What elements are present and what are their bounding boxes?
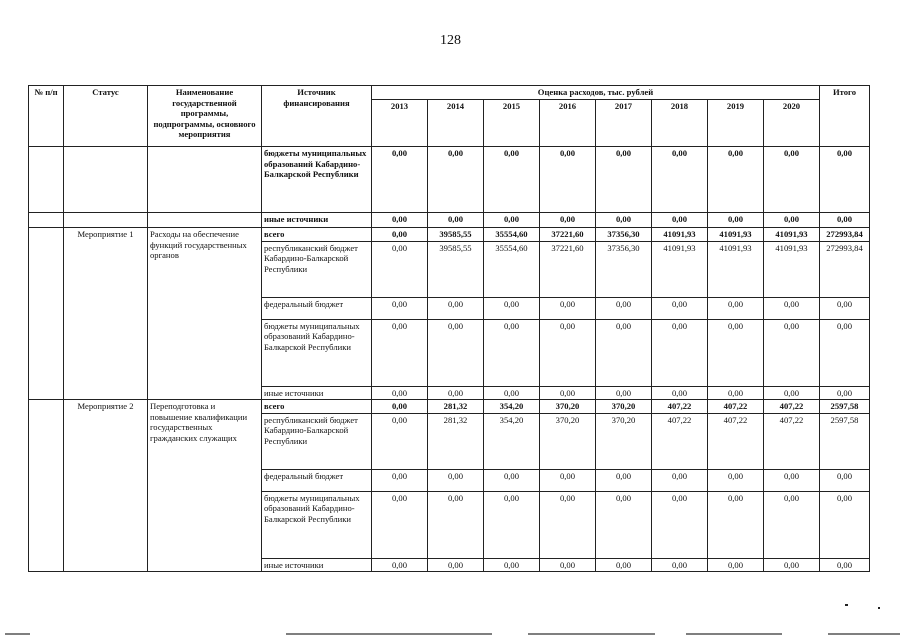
value-cell: 370,20	[540, 413, 596, 469]
value-cell: 0,00	[708, 213, 764, 228]
total-cell: 0,00	[820, 147, 870, 213]
value-cell: 0,00	[484, 319, 540, 386]
value-cell: 0,00	[596, 213, 652, 228]
value-cell: 0,00	[484, 297, 540, 319]
source-cell: всего	[262, 400, 372, 414]
value-cell: 0,00	[540, 491, 596, 558]
value-cell: 0,00	[540, 213, 596, 228]
value-cell: 0,00	[484, 469, 540, 491]
value-cell: 37221,60	[540, 241, 596, 297]
value-cell: 0,00	[764, 386, 820, 400]
total-cell: 0,00	[820, 469, 870, 491]
name-cell: Расходы на обеспечение функций государственных органов	[148, 228, 262, 400]
header-year: 2015	[484, 100, 540, 147]
header-year: 2017	[596, 100, 652, 147]
total-cell: 0,00	[820, 319, 870, 386]
value-cell: 0,00	[652, 386, 708, 400]
value-cell: 37221,60	[540, 228, 596, 242]
total-cell: 2597,58	[820, 400, 870, 414]
header-year: 2016	[540, 100, 596, 147]
header-name: Наименование государственной программы, подпрограммы, основного мероприятия	[148, 86, 262, 147]
source-cell: республиканский бюджет Кабардино-Балкарской Республики	[262, 241, 372, 297]
header-year: 2020	[764, 100, 820, 147]
total-cell: 0,00	[820, 297, 870, 319]
source-cell: республиканский бюджет Кабардино-Балкарской Республики	[262, 413, 372, 469]
value-cell: 0,00	[708, 319, 764, 386]
value-cell: 0,00	[540, 319, 596, 386]
header-year: 2013	[372, 100, 428, 147]
value-cell: 0,00	[708, 297, 764, 319]
value-cell: 0,00	[708, 558, 764, 572]
value-cell: 0,00	[372, 400, 428, 414]
value-cell: 370,20	[540, 400, 596, 414]
total-cell: 0,00	[820, 491, 870, 558]
value-cell: 0,00	[428, 491, 484, 558]
value-cell: 0,00	[484, 147, 540, 213]
value-cell: 35554,60	[484, 228, 540, 242]
value-cell: 0,00	[428, 386, 484, 400]
name-cell: Переподготовка и повышение квалификации государственных гражданских служащих	[148, 400, 262, 572]
value-cell: 407,22	[708, 413, 764, 469]
value-cell: 0,00	[372, 213, 428, 228]
value-cell: 407,22	[652, 413, 708, 469]
value-cell: 0,00	[764, 491, 820, 558]
value-cell: 370,20	[596, 400, 652, 414]
value-cell: 0,00	[484, 213, 540, 228]
value-cell: 0,00	[428, 558, 484, 572]
value-cell: 0,00	[708, 469, 764, 491]
total-cell: 272993,84	[820, 228, 870, 242]
value-cell: 41091,93	[708, 228, 764, 242]
value-cell: 0,00	[596, 297, 652, 319]
value-cell: 0,00	[652, 469, 708, 491]
header-year: 2018	[652, 100, 708, 147]
value-cell: 0,00	[652, 491, 708, 558]
value-cell: 0,00	[596, 319, 652, 386]
value-cell: 0,00	[540, 386, 596, 400]
value-cell: 41091,93	[708, 241, 764, 297]
value-cell: 41091,93	[652, 241, 708, 297]
scan-speck	[845, 604, 848, 606]
value-cell: 354,20	[484, 400, 540, 414]
source-cell: бюджеты муниципальных образований Кабардино-Балкарской Республики	[262, 491, 372, 558]
value-cell: 0,00	[596, 491, 652, 558]
value-cell: 0,00	[428, 297, 484, 319]
value-cell: 0,00	[596, 558, 652, 572]
value-cell: 0,00	[596, 147, 652, 213]
value-cell: 0,00	[764, 319, 820, 386]
value-cell: 0,00	[764, 558, 820, 572]
value-cell: 0,00	[652, 213, 708, 228]
value-cell: 0,00	[708, 491, 764, 558]
value-cell: 0,00	[764, 213, 820, 228]
value-cell: 0,00	[372, 297, 428, 319]
source-cell: иные источники	[262, 558, 372, 572]
total-cell: 0,00	[820, 558, 870, 572]
value-cell: 0,00	[540, 297, 596, 319]
header-estimate: Оценка расходов, тыс. рублей	[372, 86, 820, 100]
value-cell: 41091,93	[764, 241, 820, 297]
value-cell: 281,32	[428, 400, 484, 414]
value-cell: 0,00	[708, 147, 764, 213]
value-cell: 0,00	[484, 386, 540, 400]
value-cell: 0,00	[372, 413, 428, 469]
page-number: 128	[440, 33, 461, 48]
header-year: 2014	[428, 100, 484, 147]
total-cell: 0,00	[820, 213, 870, 228]
header-source: Источник финансирования	[262, 86, 372, 147]
header-total: Итого	[820, 86, 870, 147]
value-cell: 0,00	[372, 558, 428, 572]
value-cell: 407,22	[652, 400, 708, 414]
scan-speck	[878, 607, 880, 609]
header-num: № п/п	[29, 86, 64, 147]
value-cell: 41091,93	[764, 228, 820, 242]
value-cell: 407,22	[764, 413, 820, 469]
source-cell: бюджеты муниципальных образований Кабардино-Балкарской Республики	[262, 319, 372, 386]
value-cell: 37356,30	[596, 228, 652, 242]
source-cell: федеральный бюджет	[262, 469, 372, 491]
source-cell: иные источники	[262, 386, 372, 400]
value-cell: 35554,60	[484, 241, 540, 297]
value-cell: 41091,93	[652, 228, 708, 242]
value-cell: 0,00	[484, 491, 540, 558]
value-cell: 0,00	[764, 297, 820, 319]
value-cell: 281,32	[428, 413, 484, 469]
value-cell: 0,00	[764, 147, 820, 213]
value-cell: 0,00	[372, 386, 428, 400]
value-cell: 354,20	[484, 413, 540, 469]
value-cell: 0,00	[540, 558, 596, 572]
value-cell: 0,00	[540, 469, 596, 491]
value-cell: 0,00	[372, 147, 428, 213]
value-cell: 0,00	[428, 213, 484, 228]
value-cell: 407,22	[708, 400, 764, 414]
value-cell: 39585,55	[428, 241, 484, 297]
value-cell: 0,00	[652, 319, 708, 386]
value-cell: 0,00	[540, 147, 596, 213]
value-cell: 0,00	[372, 491, 428, 558]
value-cell: 0,00	[652, 297, 708, 319]
source-cell: иные источники	[262, 213, 372, 228]
value-cell: 370,20	[596, 413, 652, 469]
total-cell: 272993,84	[820, 241, 870, 297]
total-cell: 0,00	[820, 386, 870, 400]
value-cell: 0,00	[372, 469, 428, 491]
value-cell: 37356,30	[596, 241, 652, 297]
value-cell: 0,00	[428, 319, 484, 386]
value-cell: 39585,55	[428, 228, 484, 242]
status-cell: Мероприятие 2	[64, 400, 148, 572]
value-cell: 407,22	[764, 400, 820, 414]
value-cell: 0,00	[428, 469, 484, 491]
value-cell: 0,00	[652, 558, 708, 572]
value-cell: 0,00	[484, 558, 540, 572]
source-cell: бюджеты муниципальных образований Кабардино-Балкарской Республики	[262, 147, 372, 213]
value-cell: 0,00	[652, 147, 708, 213]
source-cell: всего	[262, 228, 372, 242]
status-cell: Мероприятие 1	[64, 228, 148, 400]
value-cell: 0,00	[764, 469, 820, 491]
header-year: 2019	[708, 100, 764, 147]
value-cell: 0,00	[596, 386, 652, 400]
value-cell: 0,00	[372, 319, 428, 386]
total-cell: 2597,58	[820, 413, 870, 469]
value-cell: 0,00	[372, 228, 428, 242]
value-cell: 0,00	[428, 147, 484, 213]
value-cell: 0,00	[708, 386, 764, 400]
source-cell: федеральный бюджет	[262, 297, 372, 319]
header-status: Статус	[64, 86, 148, 147]
value-cell: 0,00	[372, 241, 428, 297]
value-cell: 0,00	[596, 469, 652, 491]
